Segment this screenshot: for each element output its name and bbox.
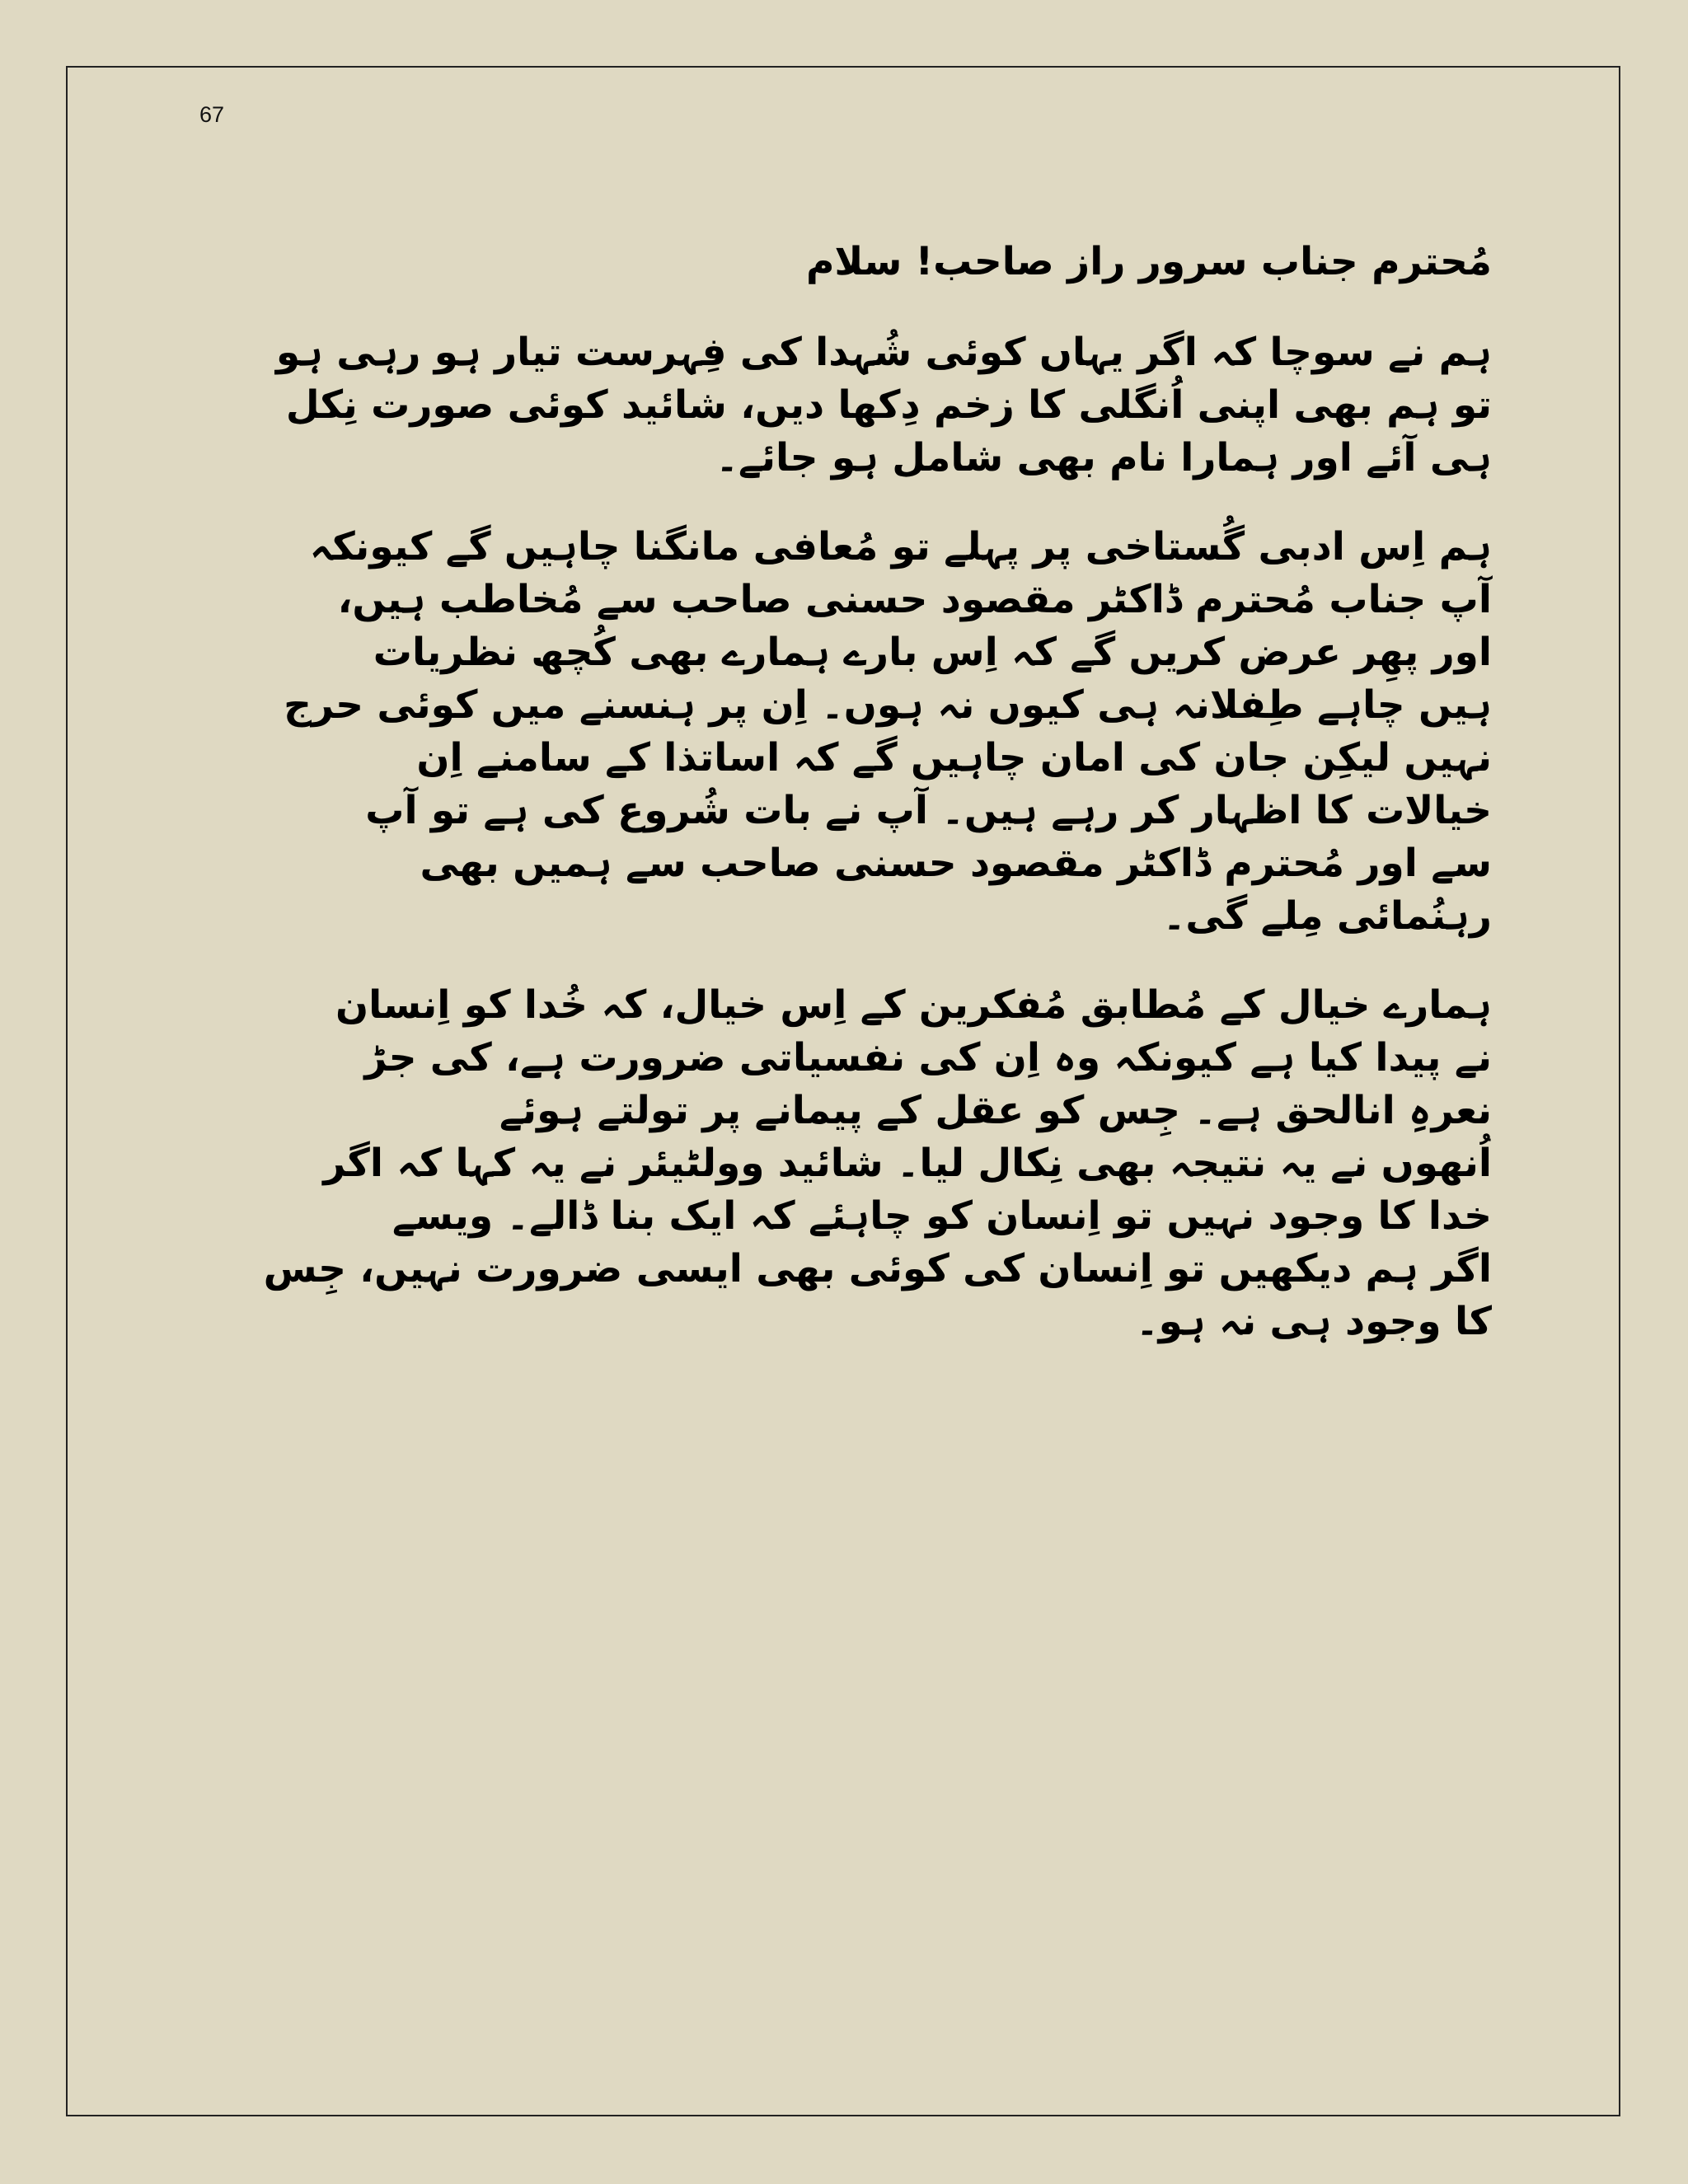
- paragraph-line: ہی آئے اور ہمارا نام بھی شامل ہو جائے۔: [715, 435, 1492, 480]
- paragraph-line: ہیں چاہے طِفلانہ ہی کیوں نہ ہوں۔ اِن پر ہنسنے میں کوئی حرج: [284, 682, 1492, 728]
- paragraph-line: خیالات کا اظہار کر رہے ہیں۔ آپ نے بات شُروع کی ہے تو آپ: [365, 788, 1492, 833]
- paragraph-line: ہم اِس ادبی گُستاخی پر پہلے تو مُعافی مانگنا چاہیں گے کیونکہ: [309, 524, 1492, 569]
- paragraph-2: [206, 521, 1492, 943]
- page-number: 67: [199, 102, 225, 127]
- paragraph-line: اور پھِر عرض کریں گے کہ اِس بارے ہمارے بھی کُچھ نظریات: [373, 630, 1492, 675]
- paragraph-line: تو ہم بھی اپنی اُنگلی کا زخم دِکھا دیں، شائید کوئی صورت نِکل: [285, 382, 1492, 428]
- paragraph-line: ہمارے خیال کے مُطابق مُفکرین کے اِس خیال، کہ خُدا کو اِنسان: [335, 982, 1492, 1028]
- paragraph-line: اُنھوں نے یہ نتیجہ بھی نِکال لیا۔ شائید وولٹیئر نے یہ کہا کہ اگر: [323, 1141, 1492, 1186]
- letter-body: [206, 236, 1492, 1385]
- paragraph-line: رہنُمائی مِلے گی۔: [1162, 893, 1492, 939]
- salutation: مُحترم جناب سرور راز صاحب! سلام: [805, 239, 1492, 284]
- paragraph-line: نعرہِ انالحق ہے۔ جِس کو عقل کے پیمانے پر تولتے ہوئے: [499, 1088, 1492, 1133]
- paragraph-line: نے پیدا کیا ہے کیونکہ وہ اِن کی نفسیاتی ضرورت ہے، کی جڑ: [364, 1035, 1492, 1080]
- paragraph-line: خدا کا وجود نہیں تو اِنسان کو چاہئے کہ ایک بنا ڈالے۔ ویسے: [392, 1193, 1492, 1239]
- paragraph-1: [206, 326, 1492, 485]
- paragraph-line: نہیں لیکِن جان کی امان چاہیں گے کہ اساتذا کے سامنے اِن: [416, 735, 1492, 780]
- paragraph-line: اگر ہم دیکھیں تو اِنسان کی کوئی بھی ایسی ضرورت نہیں، جِس: [263, 1246, 1492, 1291]
- paragraph-line: سے اور مُحترم ڈاکٹر مقصود حسنی صاحب سے ہمیں بھی: [420, 841, 1492, 886]
- paragraph-line: ہم نے سوچا کہ اگر یہاں کوئی شُہدا کی فِہرست تیار ہو رہی ہو: [275, 330, 1492, 375]
- paragraph-line: کا وجود ہی نہ ہو۔: [1136, 1299, 1492, 1344]
- paragraph-line: آپ جناب مُحترم ڈاکٹر مقصود حسنی صاحب سے مُخاطب ہیں،: [337, 577, 1492, 622]
- paragraph-3: [206, 979, 1492, 1348]
